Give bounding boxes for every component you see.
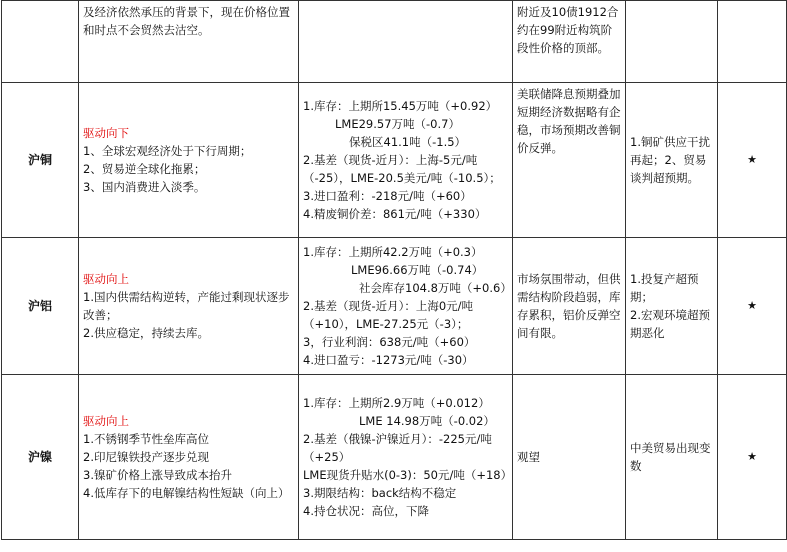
- view-text: 市场氛围带动，但供需结构阶段趋弱，库存累积，铝价反弹空间有限。: [517, 272, 621, 340]
- data-line: 4.进口盈亏：-1273元/吨（-30）: [303, 353, 474, 367]
- drive-cell: [79, 375, 299, 540]
- drive-line: 1、全球宏观经济处于下行周期；: [83, 144, 252, 158]
- drive-line: 1.国内供需结构逆转，产能过剩现状逐步改善；: [83, 290, 290, 322]
- commodity-name: 沪铜: [2, 83, 79, 238]
- risk-cell: [626, 238, 718, 375]
- drive-line: 4.低库存下的电解镍结构性短缺（向上）: [83, 486, 290, 500]
- view-cell: [513, 1, 626, 83]
- data-line: 1.库存：上期所2.9万吨（+0.012）: [303, 396, 490, 410]
- view-text: 观望: [517, 450, 540, 464]
- drive-line: 3、国内消费进入淡季。: [83, 180, 206, 194]
- drive-title: 驱动向上: [83, 272, 129, 286]
- commodity-name: 沪镍: [2, 375, 79, 540]
- data-cell: [299, 83, 513, 238]
- data-line: 3.期限结构：back结构不稳定: [303, 486, 457, 500]
- drive-line: 1.不锈钢季节性垒库高位: [83, 432, 209, 446]
- data-line: 2.基差（现货-近月）：上海0元/吨（+10），LME-27.25元（-3）；: [303, 299, 474, 331]
- risk-cell: [626, 375, 718, 540]
- rating-star: ★: [718, 238, 787, 375]
- drive-cell: [79, 83, 299, 238]
- data-cell: [299, 375, 513, 540]
- data-line: 2.基差（现货-近月）：上海-5元/吨（-25），LME-20.5美元/吨（-10.5）；: [303, 153, 501, 185]
- data-line: 1.库存：上期所42.2万吨（+0.3）: [303, 245, 483, 259]
- data-line: 3，行业利润：638元/吨（+60）: [303, 335, 476, 349]
- view-text: 美联储降息预期叠加短期经济数据略有企稳，市场预期改善铜价反弹。: [517, 87, 621, 155]
- risk-text: 1.铜矿供应干扰再起；2、贸易谈判超预期。: [630, 135, 710, 185]
- data-line: LME96.66万吨（-0.74）: [351, 263, 484, 277]
- drive-line: 2、贸易逆全球化拖累；: [83, 162, 206, 176]
- data-cell: [299, 238, 513, 375]
- commodity-name: [2, 1, 79, 83]
- data-line: LME 14.98万吨（-0.02）: [359, 414, 495, 428]
- risk-cell: [626, 83, 718, 238]
- view-cell: [513, 375, 626, 540]
- risk-text: 中美贸易出现变数: [630, 441, 711, 473]
- data-line: LME29.57万吨（-0.7）: [335, 117, 460, 131]
- drive-title: 驱动向下: [83, 126, 129, 140]
- risk-text: 2.宏观环境超预期恶化: [630, 308, 710, 340]
- table-row: [2, 375, 787, 540]
- data-line: LME现货升贴水(0-3)：50元/吨（+18）: [303, 468, 513, 482]
- view-text: 附近及10债1912合约在99附近构筑阶段性价格的顶部。: [517, 5, 619, 55]
- rating-star: [718, 1, 787, 83]
- data-line: 社会库存104.8万吨（+0.6）: [359, 281, 512, 295]
- data-line: 4.持仓状况：高位，下降: [303, 504, 429, 518]
- data-line: 4.精废铜价差：861元/吨（+330）: [303, 207, 487, 221]
- drive-cell: [79, 238, 299, 375]
- rating-star: ★: [718, 83, 787, 238]
- drive-title: 驱动向上: [83, 414, 129, 428]
- data-line: 3.进口盈利：-218元/吨（+60）: [303, 189, 472, 203]
- view-cell: [513, 238, 626, 375]
- drive-text: 及经济依然承压的背景下，现在价格位置和时点不会贸然去沽空。: [83, 5, 290, 37]
- drive-cell: [79, 1, 299, 83]
- drive-line: 3.镍矿价格上涨导致成本抬升: [83, 468, 232, 482]
- data-line: 保税区41.1吨（-1.5）: [349, 135, 467, 149]
- commodity-name: 沪铝: [2, 238, 79, 375]
- view-cell: [513, 83, 626, 238]
- futures-analysis-table: [1, 0, 787, 540]
- data-cell: [299, 1, 513, 83]
- data-line: 2.基差（俄镍-沪镍近月）：-225元/吨（+25）: [303, 432, 492, 464]
- table-row: [2, 1, 787, 83]
- drive-line: 2.供应稳定，持续去库。: [83, 326, 209, 340]
- data-line: 1.库存：上期所15.45万吨（+0.92）: [303, 99, 498, 113]
- table-row: [2, 83, 787, 238]
- table-row: [2, 238, 787, 375]
- drive-line: 2.印尼镍铁投产逐步兑现: [83, 450, 209, 464]
- risk-cell: [626, 1, 718, 83]
- rating-star: ★: [718, 375, 787, 540]
- risk-text: 1.投复产超预期；: [630, 272, 699, 304]
